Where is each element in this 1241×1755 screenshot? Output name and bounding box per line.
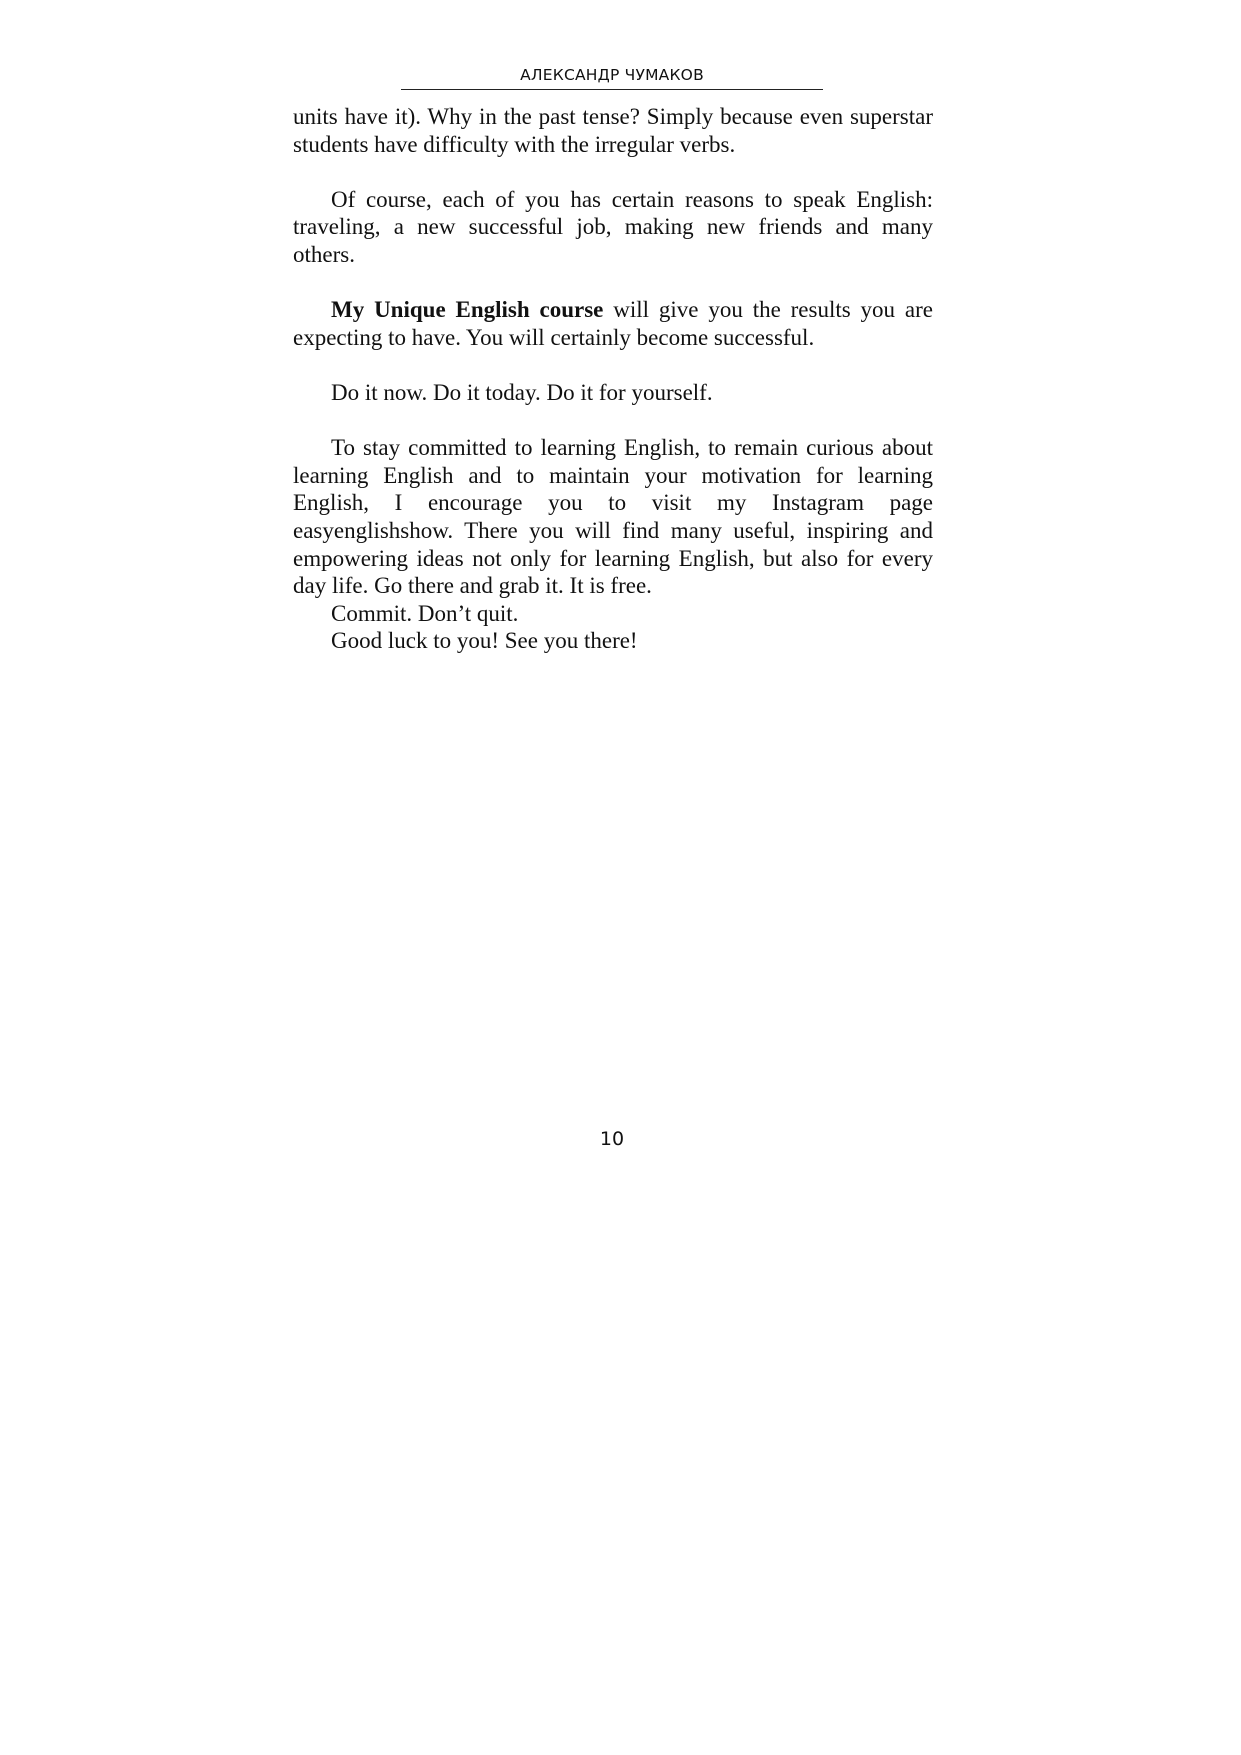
paragraph-reasons: Of course, each of you has certain reasons to speak English: traveling, a new successful job, making new friends and many others. [293,186,933,267]
page-number: 10 [599,1128,625,1150]
course-name-bold: My Unique English course [331,297,604,323]
running-header: АЛЕКСАНДР ЧУМАКОВ [520,66,704,84]
paragraph-gap [293,269,933,297]
header-rule [401,89,823,90]
page-body [293,103,933,655]
paragraph-instagram: To stay committed to learning English, to remain curious about learning English and to maintain your motivation for learning English, I encourage you to visit my Instagram page easyenglishshow. There you will find many useful, inspiring and empowering ideas not only for learning English, but also for every day life. Go there and grab it. It is free. [293,435,933,599]
paragraph-gap [293,407,933,435]
paragraph-gap [293,351,933,379]
paragraph-course [293,296,933,351]
paragraph-commit: Commit. Don’t quit. [331,600,519,626]
paragraph-gap [293,158,933,186]
paragraph-good-luck: Good luck to you! See you there! [331,628,638,654]
course-description: will give you the results you are expecting to have. You will certainly become successful. [293,297,933,350]
paragraph-continuation: units have it). Why in the past tense? Simply because even superstar students have difficulty with the irregular verbs. [293,104,933,157]
paragraph-do-it-now: Do it now. Do it today. Do it for yourself. [331,379,713,405]
